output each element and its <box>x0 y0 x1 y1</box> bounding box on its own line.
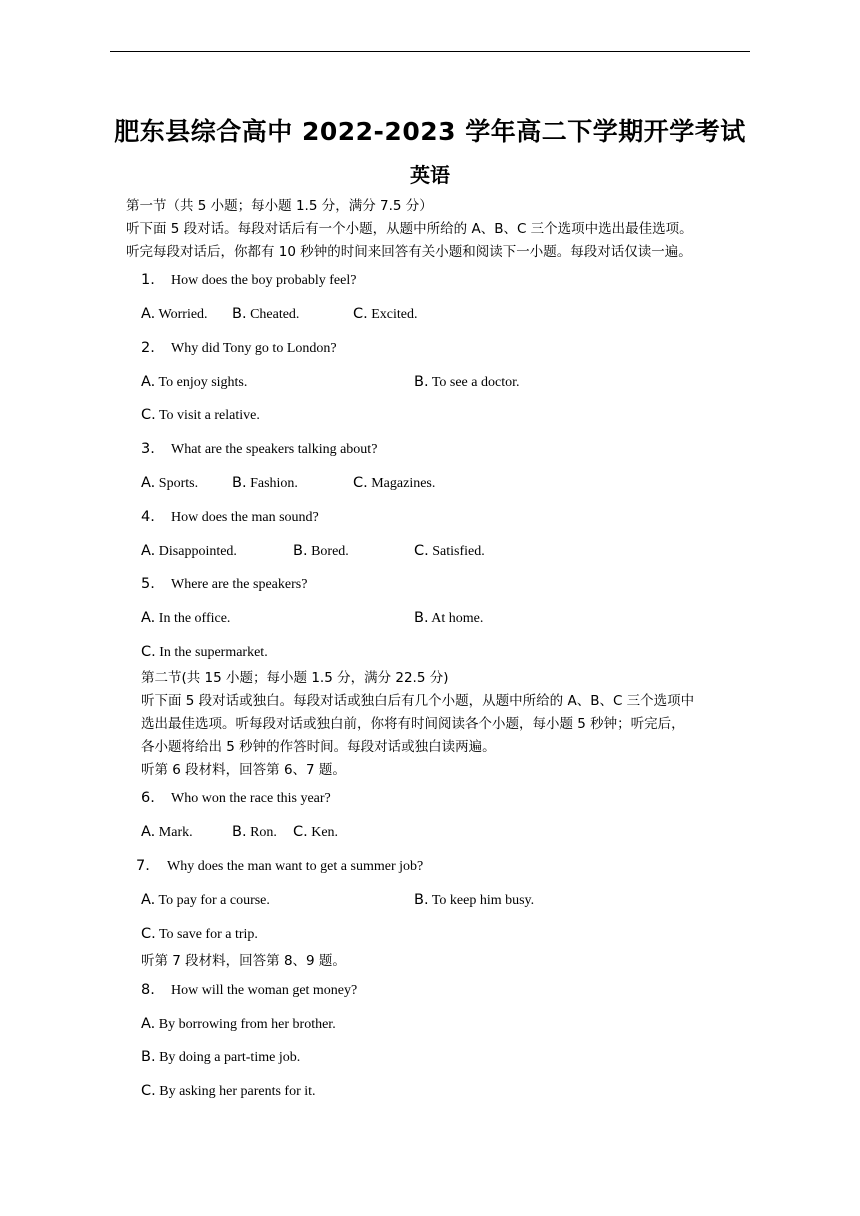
exam-title: 肥东县综合高中 2022-2023 学年高二下学期开学考试 <box>114 117 746 146</box>
question-text: How does the boy probably feel? <box>171 273 357 288</box>
subject-title: 英语 <box>410 163 450 187</box>
question-4 <box>141 508 319 527</box>
question-text: Why does the man want to get a summer job? <box>167 859 424 874</box>
question-number: 5. <box>141 576 155 592</box>
option-4b: B. Bored. <box>293 543 349 559</box>
option-6a: A. Mark. <box>141 824 193 840</box>
option-7b: B. To keep him busy. <box>414 892 535 908</box>
question-7 <box>136 857 423 876</box>
option-2a: A. To enjoy sights. <box>141 374 248 390</box>
question-text: How does the man sound? <box>171 510 319 525</box>
question-2 <box>141 339 337 358</box>
header-rule <box>110 51 750 52</box>
question-text: Where are the speakers? <box>171 577 308 592</box>
option-5b: B. At home. <box>414 610 484 626</box>
section1-instruction-line: 听完每段对话后，你都有 10 秒钟的时间来回答有关小题和阅读下一小题。每段对话仅读一遍。 <box>126 244 692 260</box>
section1-instruction-line: 听下面 5 段对话。每段对话后有一个小题，从题中所给的 A、B、C 三个选项中选出最佳选项。 <box>126 221 693 237</box>
question-text: How will the woman get money? <box>171 983 358 998</box>
option-8c: C. By asking her parents for it. <box>141 1083 316 1099</box>
section2-instruction-line: 选出最佳选项。听每段对话或独白前，你将有时间阅读各个小题，每小题 5 秒钟；听完后， <box>141 716 685 732</box>
question-text: Why did Tony go to London? <box>171 341 337 356</box>
question-text: What are the speakers talking about? <box>171 442 378 457</box>
section2-instruction-line: 听下面 5 段对话或独白。每段对话或独白后有几个小题，从题中所给的 A、B、C 三个选项中 <box>141 693 695 709</box>
option-1b: B. Cheated. <box>232 306 300 322</box>
option-3a: A. Sports. <box>141 475 199 491</box>
question-number: 7. <box>136 858 150 874</box>
question-3 <box>141 440 377 459</box>
option-1c: C. Excited. <box>353 306 418 322</box>
option-5c: C. In the supermarket. <box>141 644 268 660</box>
option-2b: B. To see a doctor. <box>414 374 520 390</box>
question-number: 1. <box>141 272 155 288</box>
option-8b: B. By doing a part-time job. <box>141 1049 301 1065</box>
section2-instruction-line: 各小题将给出 5 秒钟的作答时间。每段对话或独白读两遍。 <box>141 739 496 755</box>
question-number: 4. <box>141 509 155 525</box>
question-number: 8. <box>141 982 155 998</box>
option-3b: B. Fashion. <box>232 475 298 491</box>
option-4c: C. Satisfied. <box>414 543 485 559</box>
option-4a: A. Disappointed. <box>141 543 237 559</box>
option-6c: C. Ken. <box>293 824 339 840</box>
option-2c: C. To visit a relative. <box>141 407 260 423</box>
option-3c: C. Magazines. <box>353 475 436 491</box>
option-8a: A. By borrowing from her brother. <box>141 1016 336 1032</box>
option-5a: A. In the office. <box>141 610 231 626</box>
section2-heading: 第二节(共 15 小题；每小题 1.5 分，满分 22.5 分) <box>141 670 449 686</box>
section1-heading: 第一节（共 5 小题；每小题 1.5 分，满分 7.5 分） <box>126 198 433 214</box>
option-7a: A. To pay for a course. <box>141 892 270 908</box>
material-7-note: 听第 7 段材料，回答第 8、9 题。 <box>141 953 346 969</box>
question-6 <box>141 789 331 808</box>
question-number: 6. <box>141 790 155 806</box>
option-7c: C. To save for a trip. <box>141 926 258 942</box>
option-6b: B. Ron. <box>232 824 277 840</box>
question-text: Who won the race this year? <box>171 791 331 806</box>
material-6-note: 听第 6 段材料，回答第 6、7 题。 <box>141 762 346 778</box>
question-5 <box>141 575 307 594</box>
question-1 <box>141 271 356 290</box>
question-number: 2. <box>141 340 155 356</box>
question-number: 3. <box>141 441 155 457</box>
option-1a: A. Worried. <box>141 306 208 322</box>
question-8 <box>141 981 357 1000</box>
